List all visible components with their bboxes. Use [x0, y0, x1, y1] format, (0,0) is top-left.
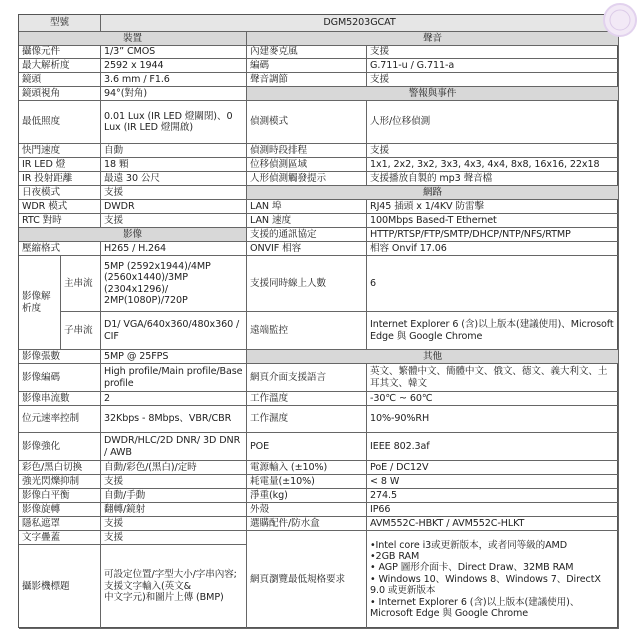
angle-label: 鏡頭視角: [19, 87, 101, 101]
acodec-value: G.711-u / G.711-a: [367, 59, 619, 73]
enhance-value: DWDR/HLC/2D DNR/ 3D DNR / AWB: [101, 433, 247, 461]
encode-label: 影像編碼: [19, 364, 101, 392]
mask-label: 隱私遮罩: [19, 517, 101, 531]
wdr-label: WDR 模式: [19, 200, 101, 214]
min_lux-value: 0.01 Lux (IR LED 燈關閉)、0 Lux (IR LED 燈開啟): [101, 101, 247, 144]
title_ov-label: 攝影機標題: [19, 545, 101, 629]
onvif-value: 相容 Onvif 17.06: [367, 242, 619, 256]
sub-stream-label: 子串流: [61, 312, 101, 350]
remote-value: Internet Explorer 6 (含)以上版本(建議使用)、Microsoft Edge 與 Google Chrome: [367, 312, 619, 350]
lan_speed-label: LAN 速度: [247, 214, 367, 228]
sched-value: 支援: [367, 144, 619, 158]
section-alarm: 警報與事件: [247, 87, 619, 101]
humid-value: 10%-90%RH: [367, 406, 619, 433]
humid-label: 工作濕度: [247, 406, 367, 433]
shutter-label: 快門速度: [19, 144, 101, 158]
blc-value: 支援: [101, 475, 247, 489]
ir_led-value: 18 顆: [101, 158, 247, 172]
lan_port-label: LAN 埠: [247, 200, 367, 214]
lens-value: 3.6 mm / F1.6: [101, 73, 247, 87]
weight-label: 淨重(kg): [247, 489, 367, 503]
watermark-logo: [600, 0, 640, 40]
day_night-value: 支援: [101, 186, 247, 200]
encode-value: High profile/Main profile/Base profile: [101, 364, 247, 392]
main-stream-label: 主串流: [61, 256, 101, 312]
mic-value: 支援: [367, 46, 619, 59]
detect-value: 人形/位移偵測: [367, 101, 619, 144]
users-value: 6: [367, 256, 619, 312]
lang-label: 網頁介面支援語言: [247, 364, 367, 392]
zone-label: 位移偵測區域: [247, 158, 367, 172]
angle-value: 94°(對角): [101, 87, 247, 101]
lan_port-value: RJ45 插頭 x 1/4KV 防雷擊: [367, 200, 619, 214]
color-value: 自動/彩色/(黑白)/定時: [101, 461, 247, 475]
poe-label: POE: [247, 433, 367, 461]
fps-label: 影像張數: [19, 350, 101, 364]
codec-label: 壓縮格式: [19, 242, 101, 256]
sensor-value: 1/3” CMOS: [101, 46, 247, 59]
main-stream-value: 5MP (2592x1944)/4MP (2560x1440)/3MP (2304x1296)/ 2MP(1080P)/720P: [101, 256, 247, 312]
sub-stream-value: D1/ VGA/640x360/480x360 / CIF: [101, 312, 247, 350]
proto-label: 支援的通訊協定: [247, 228, 367, 242]
rtc-value: 支援: [101, 214, 247, 228]
mic-label: 內建麥克風: [247, 46, 367, 59]
temp-value: -30℃ ~ 60℃: [367, 392, 619, 406]
rtc-label: RTC 對時: [19, 214, 101, 228]
max_res-value: 2592 x 1944: [101, 59, 247, 73]
consume-label: 耗電量(±10%): [247, 475, 367, 489]
section-other: 其他: [247, 350, 619, 364]
bitrate-value: 32Kbps - 8Mbps、VBR/CBR: [101, 406, 247, 433]
rotate-label: 影像旋轉: [19, 503, 101, 517]
vol-value: 支援: [367, 73, 619, 87]
shutter-value: 自動: [101, 144, 247, 158]
acc-label: 選購配件/防水盒: [247, 517, 367, 531]
lang-value: 英文、繁體中文、簡體中文、俄文、德文、義大利文、土耳其文、韓文: [367, 364, 619, 392]
remote-label: 遠端監控: [247, 312, 367, 350]
sched-label: 偵測時段排程: [247, 144, 367, 158]
wb-label: 影像白平衡: [19, 489, 101, 503]
browser-label: 網頁瀏覽最低規格要求: [247, 531, 367, 629]
ip-value: IP66: [367, 503, 619, 517]
ir_dist-label: IR 投射距離: [19, 172, 101, 186]
streams-label: 影像串流數: [19, 392, 101, 406]
vol-label: 聲音調節: [247, 73, 367, 87]
codec-value: H265 / H.264: [101, 242, 247, 256]
proto-value: HTTP/RTSP/FTP/SMTP/DHCP/NTP/NFS/RTMP: [367, 228, 619, 242]
rotate-value: 翻轉/鏡射: [101, 503, 247, 517]
blc-label: 強光閃爍抑制: [19, 475, 101, 489]
model-value: DGM5203GCAT: [101, 15, 619, 32]
human-value: 支援播放自製的 mp3 聲音檔: [367, 172, 619, 186]
max_res-label: 最大解析度: [19, 59, 101, 73]
weight-value: 274.5: [367, 489, 619, 503]
poe-value: IEEE 802.3af: [367, 433, 619, 461]
ir_dist-value: 最遠 30 公尺: [101, 172, 247, 186]
power-label: 電源輸入 (±10%): [247, 461, 367, 475]
detect-label: 偵測模式: [247, 101, 367, 144]
enhance-label: 影像強化: [19, 433, 101, 461]
title_ov-value: 可設定位置/字型大小/字串內容; 支援文字輸入(英文& 中文字元)和圖片上傳 (BMP): [101, 545, 247, 629]
wdr-value: DWDR: [101, 200, 247, 214]
browser-value: •Intel core i3或更新版本，或者同等級的AMD •2GB RAM • AGP 圖形介面卡、Direct Draw、32MB RAM • Windows 10、Windows 8、Windows 7、DirectX 9.0 或更新版本 • Internet Explorer 6 (含)以上版本(建議使用)、Microsoft Edge 與 Google Chrome: [367, 531, 619, 629]
wb-value: 自動/手動: [101, 489, 247, 503]
spec-table: [18, 14, 618, 628]
zone-value: 1x1, 2x2, 3x2, 3x3, 4x3, 4x4, 8x8, 16x16, 22x18: [367, 158, 619, 172]
section-audio: 聲音: [247, 32, 619, 46]
streams-value: 2: [101, 392, 247, 406]
day_night-label: 日夜模式: [19, 186, 101, 200]
temp-label: 工作溫度: [247, 392, 367, 406]
ir_led-label: IR LED 燈: [19, 158, 101, 172]
onvif-label: ONVIF 相容: [247, 242, 367, 256]
consume-value: < 8 W: [367, 475, 619, 489]
model-label: 型號: [19, 15, 101, 32]
users-label: 支援同時線上人數: [247, 256, 367, 312]
min_lux-label: 最低照度: [19, 101, 101, 144]
acodec-label: 編碼: [247, 59, 367, 73]
section-image: 影像: [19, 228, 247, 242]
osd-label: 文字疊蓋: [19, 531, 101, 545]
section-network: 網路: [247, 186, 619, 200]
color-label: 彩色/黑白切換: [19, 461, 101, 475]
bitrate-label: 位元速率控制: [19, 406, 101, 433]
lan_speed-value: 100Mbps Based-T Ethernet: [367, 214, 619, 228]
mask-value: 支援: [101, 517, 247, 531]
fps-value: 5MP @ 25FPS: [101, 350, 247, 364]
osd-value: 支援: [101, 531, 247, 545]
ip-label: 外殼: [247, 503, 367, 517]
human-label: 人形偵測觸發提示: [247, 172, 367, 186]
res-group-label: 影像解析度: [19, 256, 61, 350]
lens-label: 鏡頭: [19, 73, 101, 87]
power-value: PoE / DC12V: [367, 461, 619, 475]
section-device: 裝置: [19, 32, 247, 46]
sensor-label: 攝像元件: [19, 46, 101, 59]
acc-value: AVM552C-HBKT / AVM552C-HLKT: [367, 517, 619, 531]
